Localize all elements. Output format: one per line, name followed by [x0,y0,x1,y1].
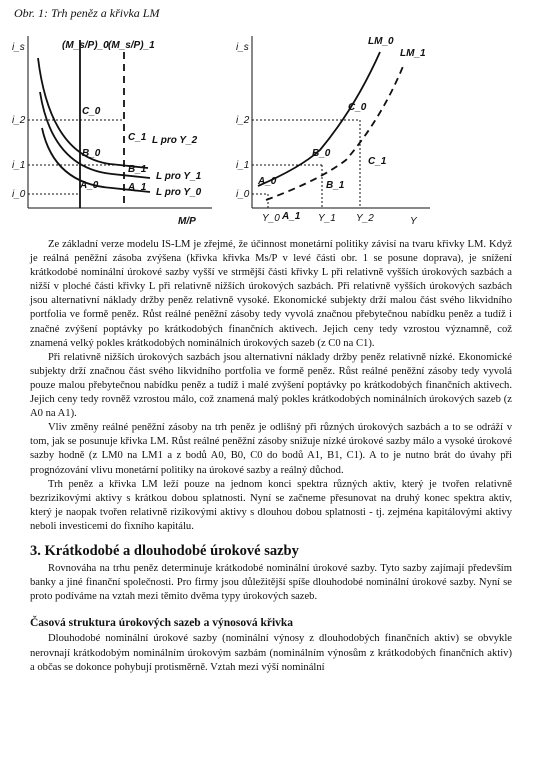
right-tick-i1: i_1 [236,160,250,171]
right-point-b1: B_1 [326,180,345,191]
supply-label-0: (M_s/P)_0 [62,40,109,51]
left-tick-i2: i_2 [12,115,26,126]
left-panel [12,36,212,227]
left-point-c0: C_0 [82,106,101,117]
subsection-heading: Časová struktura úrokových sazeb a výnosová křivka [30,617,294,630]
left-point-b1: B_1 [128,164,147,175]
right-point-c0: C_0 [348,102,367,113]
paragraph-2: Při relativně nižších úrokových sazbách jsou alternativní náklady držby peněz relativně nízké. Ekonomické subjekty drží značnou část svého likvidního portfolia ve formě peněz. Růst reálné peněžní zásoby tedy vyvolá pouze malou přebytečnou nabídku peněz a tudíž i malé zvýšení poptávky po krátkodobých finančních aktivech. Jejich ceny tedy rovněž vzrostou málo, což znamená malý pokles krátkodobých nominálních úrokových sazeb (z A0 na A1). [30,351,512,420]
right-tick-y1: Y_1 [318,213,336,224]
right-point-b0: B_0 [312,148,331,159]
right-tick-i2: i_2 [236,115,250,126]
curve-label-y0: L pro Y_0 [156,187,202,198]
right-x-axis-label: Y [410,216,417,227]
right-point-a0: A_0 [258,176,277,187]
figure-svg [0,28,535,228]
lm0-curve [258,52,380,186]
supply-label-1: (M_s/P)_1 [108,40,155,51]
curve-label-y2: L pro Y_2 [152,135,198,146]
left-y-axis-label: i_s [12,42,25,53]
right-tick-i0: i_0 [236,189,250,200]
paragraph-3: Vliv změny reálné peněžní zásoby na trh peněz je odlišný při různých úrokových sazbách a to se odráží v tom, jak se posunuje křivka LM. Růst reálné peněžní zásoby snižuje nízké úrokové sazby málo a vysoké úrokové sazby hodně (z LM0 na LM1 a z bodů A0, B0, C0 do bodů A1, B1, C1). A to je nutno brát do úvahy při prognózování vlivu monetární politiky na úrokové sazby a reálný důchod. [30,422,512,476]
left-point-b0: B_0 [82,148,101,159]
left-point-c1: C_1 [128,132,147,143]
right-y-axis-label: i_s [236,42,249,53]
right-tick-a1: A_1 [282,211,301,222]
paragraph-6: Dlouhodobé nominální úrokové sazby (nominální výnosy z dlouhodobých finančních aktiv) se obvykle nerovnají krátkodobým nominálním úrokovým sazbám (nominálním výnosům z krátkodobých finančních aktiv) a občas se dokonce pohybují protisměrně. Vztah mezi výší nominální [30,633,512,673]
paragraph-1: Ze základní verze modelu IS-LM je zřejmé, že účinnost monetární politiky závisí na tvaru křivky LM. Když je reálná peněžní zásoba zvýšena (křivka křivka Ms/P v levé části obr. 1 se posune doprava), je snížení krátkodobé nominální úrokové sazby vyšší ve strmější části křivky L při relativně vyšších úrokových sazbách a nižší v ploché části křivky L při relativně nižších úrokových sazbách. Při relativně vyšších úrokových sazbách jsou alternativní náklady držby peněz relativně vysoké. Ekonomické subjekty drží malou část svého likvidního portfolia ve formě peněz. Růst reálné peněžní zásoby tedy vyvolá značnou přebytečnou nabídku peněz a tudíž i značné zvýšení poptávky po krátkodobých finančních aktivech. Jejich ceny tedy vzrostou významně, což znamená velký pokles krátkodobých nominálních úrokových sazeb (z C0 na C1). [30,239,512,349]
right-tick-y2: Y_2 [356,213,374,224]
left-tick-i1: i_1 [12,160,26,171]
lm1-label: LM_1 [400,48,426,59]
right-tick-y0: Y_0 [262,213,280,224]
paragraph-4: Trh peněz a křivka LM leží pouze na jednom konci spektra různých aktiv, který je tvořen relativně bezrizikovými aktivy s krátkou dobou splatnosti. Nyní se začneme přesunovat na druhý konec spektra aktiv, který je naopak tvořen relativně rizikovými aktivy s dlouhou dobou splatnosti - tj. zejména kapitálovými aktivy neboli investicemi do fixního kapitálu. [30,478,512,532]
right-panel [236,36,430,227]
left-tick-i0: i_0 [12,189,26,200]
section-heading: 3. Krátkodobé a dlouhodobé úrokové sazby [30,542,299,559]
article-body [30,238,512,675]
curve-label-y1: L pro Y_1 [156,171,202,182]
paragraph-5: Rovnováha na trhu peněz determinuje krátkodobé nominální úrokové sazby. Tyto sazby zajímají především banky a jiné finanční společnosti. Pro firmy jsou důležitější spíše dlouhodobé nominální úrokové sazby. Nyní se proto podíváme na vztah mezi těmito dvěma typy úrokových sazeb. [30,563,512,603]
left-point-a1: A_1 [128,182,147,193]
left-x-axis-label: M/P [178,216,196,227]
figure-caption: Obr. 1: Trh peněz a křivka LM [14,6,160,20]
left-point-a0: A_0 [80,180,99,191]
figure-diagram [0,28,535,228]
lm0-label: LM_0 [368,36,394,47]
right-point-c1: C_1 [368,156,387,167]
